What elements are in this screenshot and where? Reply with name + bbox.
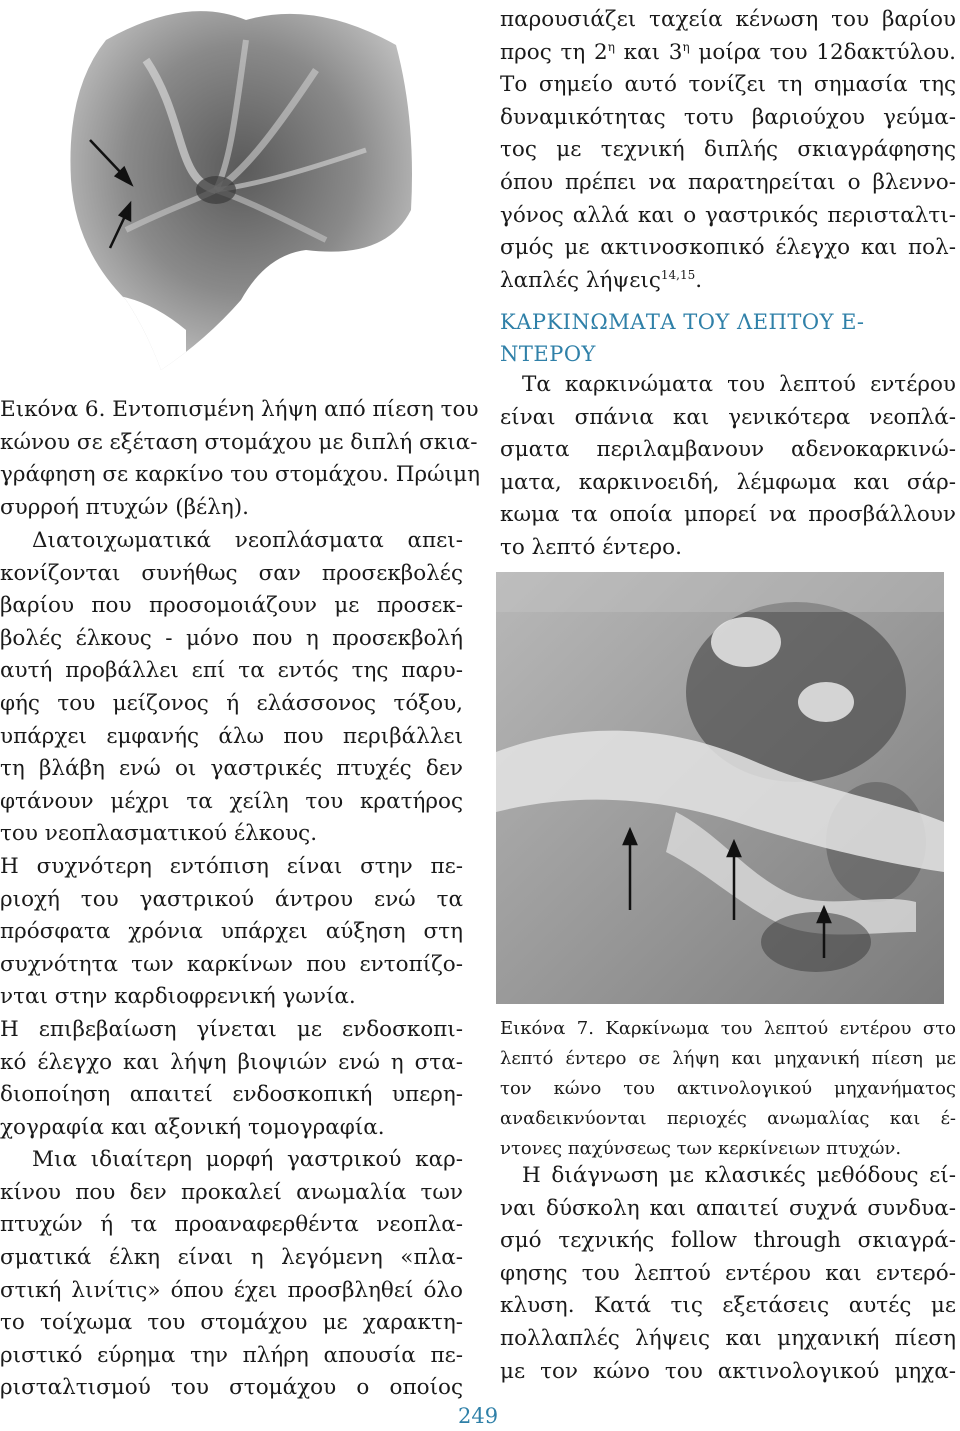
- text-line: Η επιβεβαίωση γίνεται με ενδοσκοπι-: [0, 1016, 463, 1042]
- figure-6-caption: [0, 394, 480, 524]
- text-line: Τα καρκινώματα του λεπτού εντέρου: [522, 372, 956, 397]
- text-line: πρόσφατα χρόνια υπάρχει αύξηση στη: [0, 919, 463, 945]
- figure-7-radiograph: [496, 572, 944, 1004]
- paragraph-confirmation: [0, 1014, 463, 1144]
- paragraph-linitis: [0, 1144, 463, 1405]
- text-fragment: και 3: [614, 39, 683, 65]
- text-line: κλυση. Κατά τις εξετάσεις αυτές με: [500, 1293, 956, 1319]
- text-line: φησης του λεπτού εντέρου και εντερό-: [500, 1260, 956, 1286]
- text-line: χογραφία και αξονική τομογραφία.: [0, 1114, 385, 1140]
- text-fragment: μοίρα του 12δακτύλου.: [689, 39, 956, 65]
- text-line: Η διάγνωση με κλασικές μεθόδους εί-: [522, 1163, 956, 1188]
- caption-line: ντονες παχύνσεως των κερκίνειων πτυχών.: [500, 1138, 902, 1159]
- text-fragment: λαπλές λήψεις: [500, 267, 661, 293]
- text-line: δυναμικότητας τοτυ βαριούχου γεύμα-: [500, 104, 956, 130]
- left-column: [0, 525, 463, 1405]
- text-line: με τον κώνο του ακτινολογικού μηχα-: [500, 1358, 956, 1384]
- caption-line: συρροή πτυχών (βέλη).: [0, 494, 249, 520]
- caption-line: αναδεικνύονται περιοχές ανωμαλίας και έ-: [500, 1108, 956, 1129]
- text-line: κονίζονται συνήθως σαν προσεκβολές: [0, 560, 463, 586]
- text-line: διοποίηση απαιτεί ενδοσκοπική υπερη-: [0, 1082, 463, 1108]
- caption-line: κώνου σε εξέταση στομάχου με διπλή σκια-: [0, 429, 478, 455]
- text-line: βαρίου που προσομοιάζουν με προσεκ-: [0, 593, 463, 619]
- paragraph-diagnosis: [500, 1160, 956, 1388]
- caption-line: λεπτό έντερο σε λήψη και μηχανική πίεση με: [500, 1048, 956, 1069]
- text-line: του νεοπλασματικού έλκους.: [0, 821, 318, 847]
- figure-7-caption: [500, 1014, 956, 1164]
- text-fragment: .: [695, 267, 703, 293]
- text-line: σματικά έλκη είναι η λεγόμενη «πλα-: [0, 1245, 463, 1271]
- superscript: η: [682, 39, 690, 54]
- text-line: ναι δύσκολη και απαιτεί συχνά συνδυα-: [500, 1195, 956, 1221]
- text-line: υπάρχει εμφανής άλω που περιβάλλει: [0, 723, 463, 749]
- text-line: νται στην καρδιοφρενική γωνία.: [0, 984, 356, 1010]
- text-line: παρουσιάζει ταχεία κένωση του βαρίου: [500, 7, 956, 32]
- text-line: κωμα τα οποία μπορεί να προσβάλλουν: [500, 502, 956, 528]
- text-line: ριοχή του γαστρικού άντρου ενώ τα: [0, 886, 463, 912]
- text-line: [500, 37, 956, 70]
- caption-line: Εικόνα 6. Εντοπισμένη λήψη από πίεση του: [0, 397, 479, 422]
- text-line: φτάνουν μέχρι τα χείλη του κρατήρος: [0, 788, 463, 814]
- text-line: φής του μείζονος ή ελάσσονος τόξου,: [0, 690, 463, 716]
- text-line: Το σημείο αυτό τονίζει τη σημασία της: [500, 72, 956, 98]
- right-column-intro: [500, 369, 956, 565]
- text-line: το τοίχωμα του στομάχου με χαρακτη-: [0, 1310, 463, 1336]
- text-line: Διατοιχωματικά νεοπλάσματα απει-: [32, 528, 463, 553]
- text-line: αυτή προβάλλει επί τα εντός της παρυ-: [0, 658, 463, 684]
- caption-line: Εικόνα 7. Καρκίνωμα του λεπτού εντέρου στο: [500, 1018, 956, 1039]
- text-line: τος με τεχνική διπλής σκιαγράφησης: [500, 137, 956, 163]
- paragraph-barium: [500, 4, 956, 297]
- heading-line: ΝΤΕΡΟΥ: [500, 342, 596, 366]
- text-line: όπου πρέπει να παρατηρείται ο βλεννο-: [500, 169, 956, 195]
- text-line: Η συχνότερη εντόπιση είναι στην πε-: [0, 853, 463, 879]
- caption-line: γράφηση σε καρκίνο του στομάχου. Πρώιμη: [0, 462, 480, 488]
- text-line: τη βλάβη ενώ οι γαστρικές πτυχές δεν: [0, 756, 463, 782]
- text-line: βολές έλκους - μόνο που η προσεκβολή: [0, 625, 463, 651]
- figure-6-radiograph: [66, 0, 416, 375]
- right-column-top: [500, 4, 956, 297]
- text-line: είναι σπάνια και γενικότερα νεοπλά-: [500, 404, 956, 430]
- text-line: κίνου που δεν προκαλεί ανωμαλία των: [0, 1179, 463, 1205]
- text-line: σματα περιλαμβανουν αδενοκαρκινώ-: [500, 437, 956, 463]
- paragraph-location: [0, 851, 463, 1014]
- text-line: στική λινίτις» όπου έχει προσβληθεί όλο: [0, 1277, 463, 1303]
- text-fragment: προς τη 2: [500, 39, 608, 65]
- text-line: σμός με ακτινοσκοπικό έλεγχο και πολ-: [500, 235, 956, 261]
- text-line: πολλαπλές λήψεις και μηχανική πίεση: [500, 1325, 956, 1351]
- text-line: [500, 265, 956, 298]
- text-line: κό έλεγχο και λήψη βιοψιών ενώ η στα-: [0, 1049, 463, 1075]
- text-line: ματα, καρκινοειδή, λέμφωμα και σάρ-: [500, 469, 956, 495]
- text-line: το λεπτό έντερο.: [500, 534, 682, 560]
- paragraph-transmural: [0, 525, 463, 851]
- caption-line: τον κώνο του ακτινολογικού μηχανήματος: [500, 1078, 956, 1099]
- text-line: γόνος αλλά και ο γαστρικός περισταλτι-: [500, 202, 956, 228]
- paragraph-small-bowel: [500, 369, 956, 565]
- text-line: σμό τεχνικής follow through σκιαγρά-: [500, 1228, 956, 1254]
- right-column-diagnosis: [500, 1160, 956, 1388]
- superscript: η: [607, 39, 615, 54]
- citation-superscript: 14,15: [660, 267, 696, 282]
- text-line: Μια ιδιαίτερη μορφή γαστρικού καρ-: [32, 1147, 463, 1173]
- text-line: πτυχών ή τα προαναφερθέντα νεοπλα-: [0, 1212, 463, 1238]
- text-line: ριστικό εύρημα την πλήρη απουσία πε-: [0, 1342, 463, 1368]
- text-line: ρισταλτισμού του στομάχου ο οποίος: [0, 1375, 463, 1401]
- heading-line: ΚΑΡΚΙΝΩΜΑΤΑ ΤΟΥ ΛΕΠΤΟΥ Ε-: [500, 310, 865, 334]
- section-heading: [500, 306, 956, 370]
- text-line: συχνότητα των καρκίνων που εντοπίζο-: [0, 951, 463, 977]
- page-number: 249: [458, 1404, 499, 1428]
